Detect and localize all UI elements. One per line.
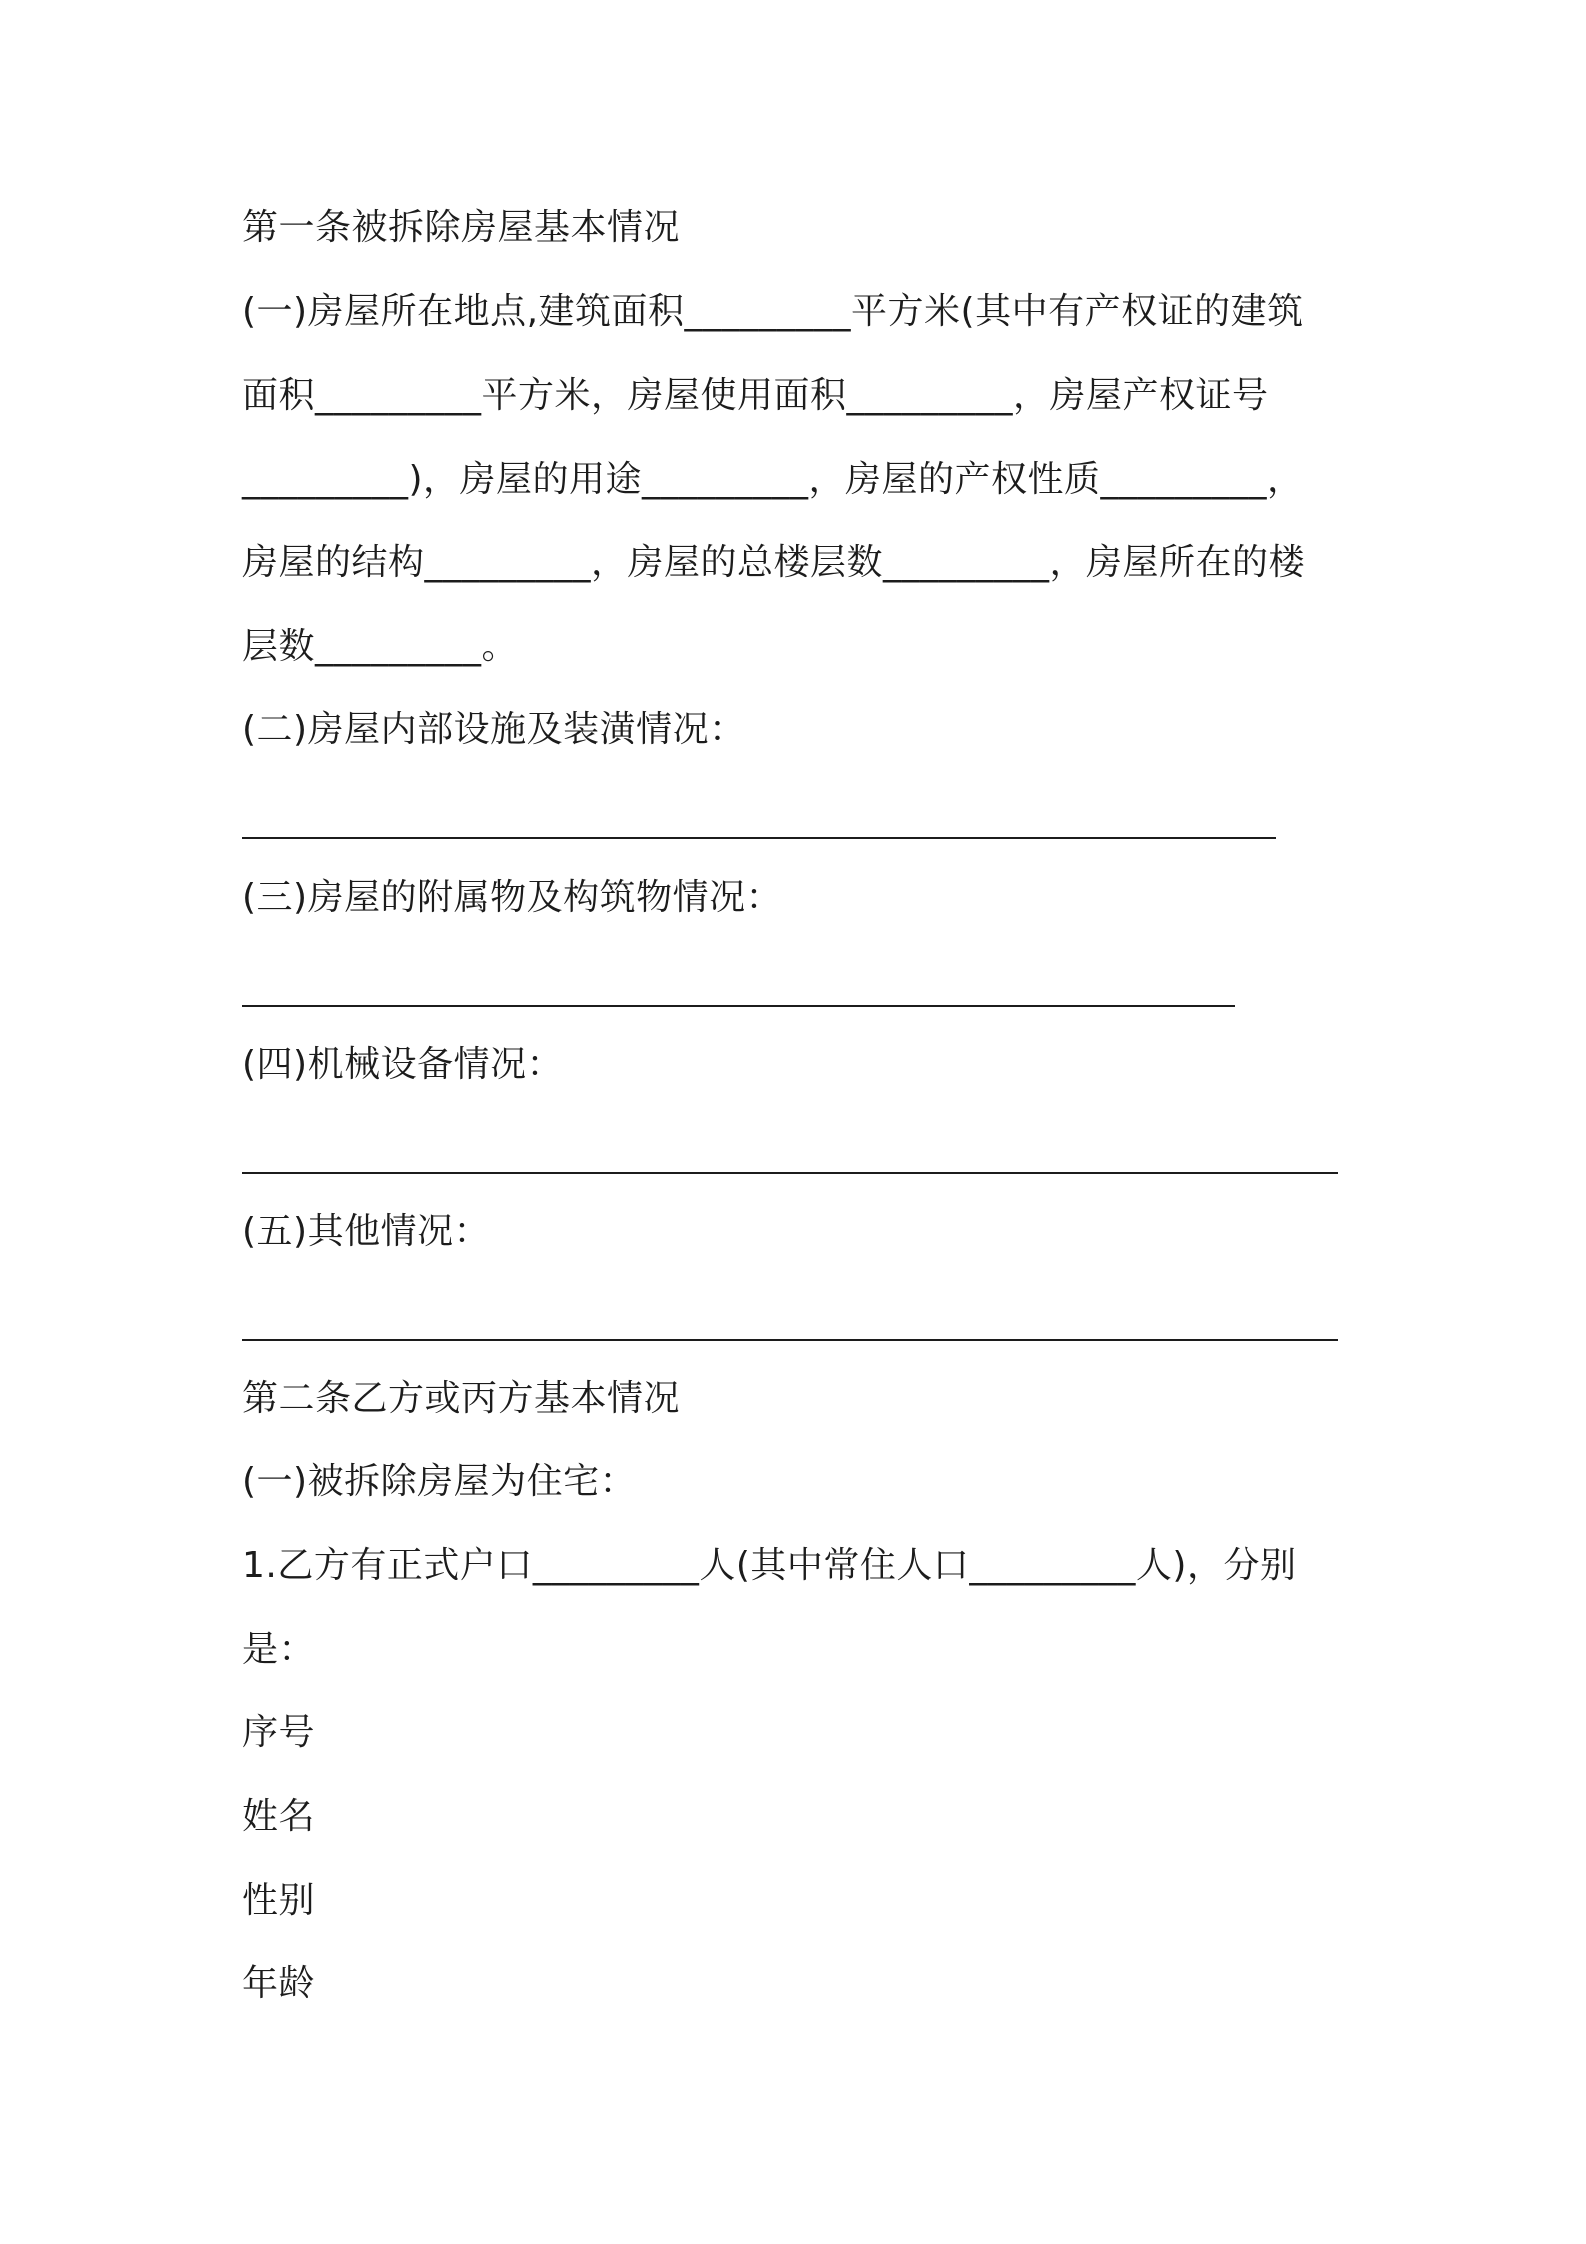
paragraph-line: 面积_________平方米，房屋使用面积_________，房屋产权证号: [242, 375, 1269, 416]
item-2-label: (二)房屋内部设施及装潢情况：: [242, 709, 746, 750]
field-label: 性别: [242, 1880, 316, 1921]
paragraph-line: 1.乙方有正式户口_________人(其中常住人口_________人)，分别: [242, 1545, 1297, 1586]
blank-line: [242, 1339, 1338, 1341]
field-label: 年龄: [242, 1963, 316, 2004]
item-3-label: (三)房屋的附属物及构筑物情况：: [242, 877, 783, 918]
paragraph-line: 房屋的结构_________，房屋的总楼层数_________，房屋所在的楼: [242, 542, 1306, 583]
paragraph-line: (一)被拆除房屋为住宅：: [242, 1461, 637, 1502]
blank-line: [242, 1172, 1338, 1174]
article-2-heading: 第二条乙方或丙方基本情况: [242, 1378, 681, 1419]
paragraph-line: 层数_________。: [242, 626, 519, 667]
item-4-label: (四)机械设备情况：: [242, 1044, 564, 1085]
paragraph-line: _________)，房屋的用途_________，房屋的产权性质_________，: [242, 459, 1304, 500]
article-1-heading: 第一条被拆除房屋基本情况: [242, 207, 681, 248]
field-label: 序号: [242, 1712, 316, 1753]
blank-line: [242, 837, 1276, 839]
field-label: 姓名: [242, 1796, 316, 1837]
paragraph-line: 是：: [242, 1629, 316, 1670]
paragraph-line: (一)房屋所在地点,建筑面积_________平方米(其中有产权证的建筑: [242, 291, 1304, 332]
item-5-label: (五)其他情况：: [242, 1211, 491, 1252]
blank-line: [242, 1005, 1235, 1007]
